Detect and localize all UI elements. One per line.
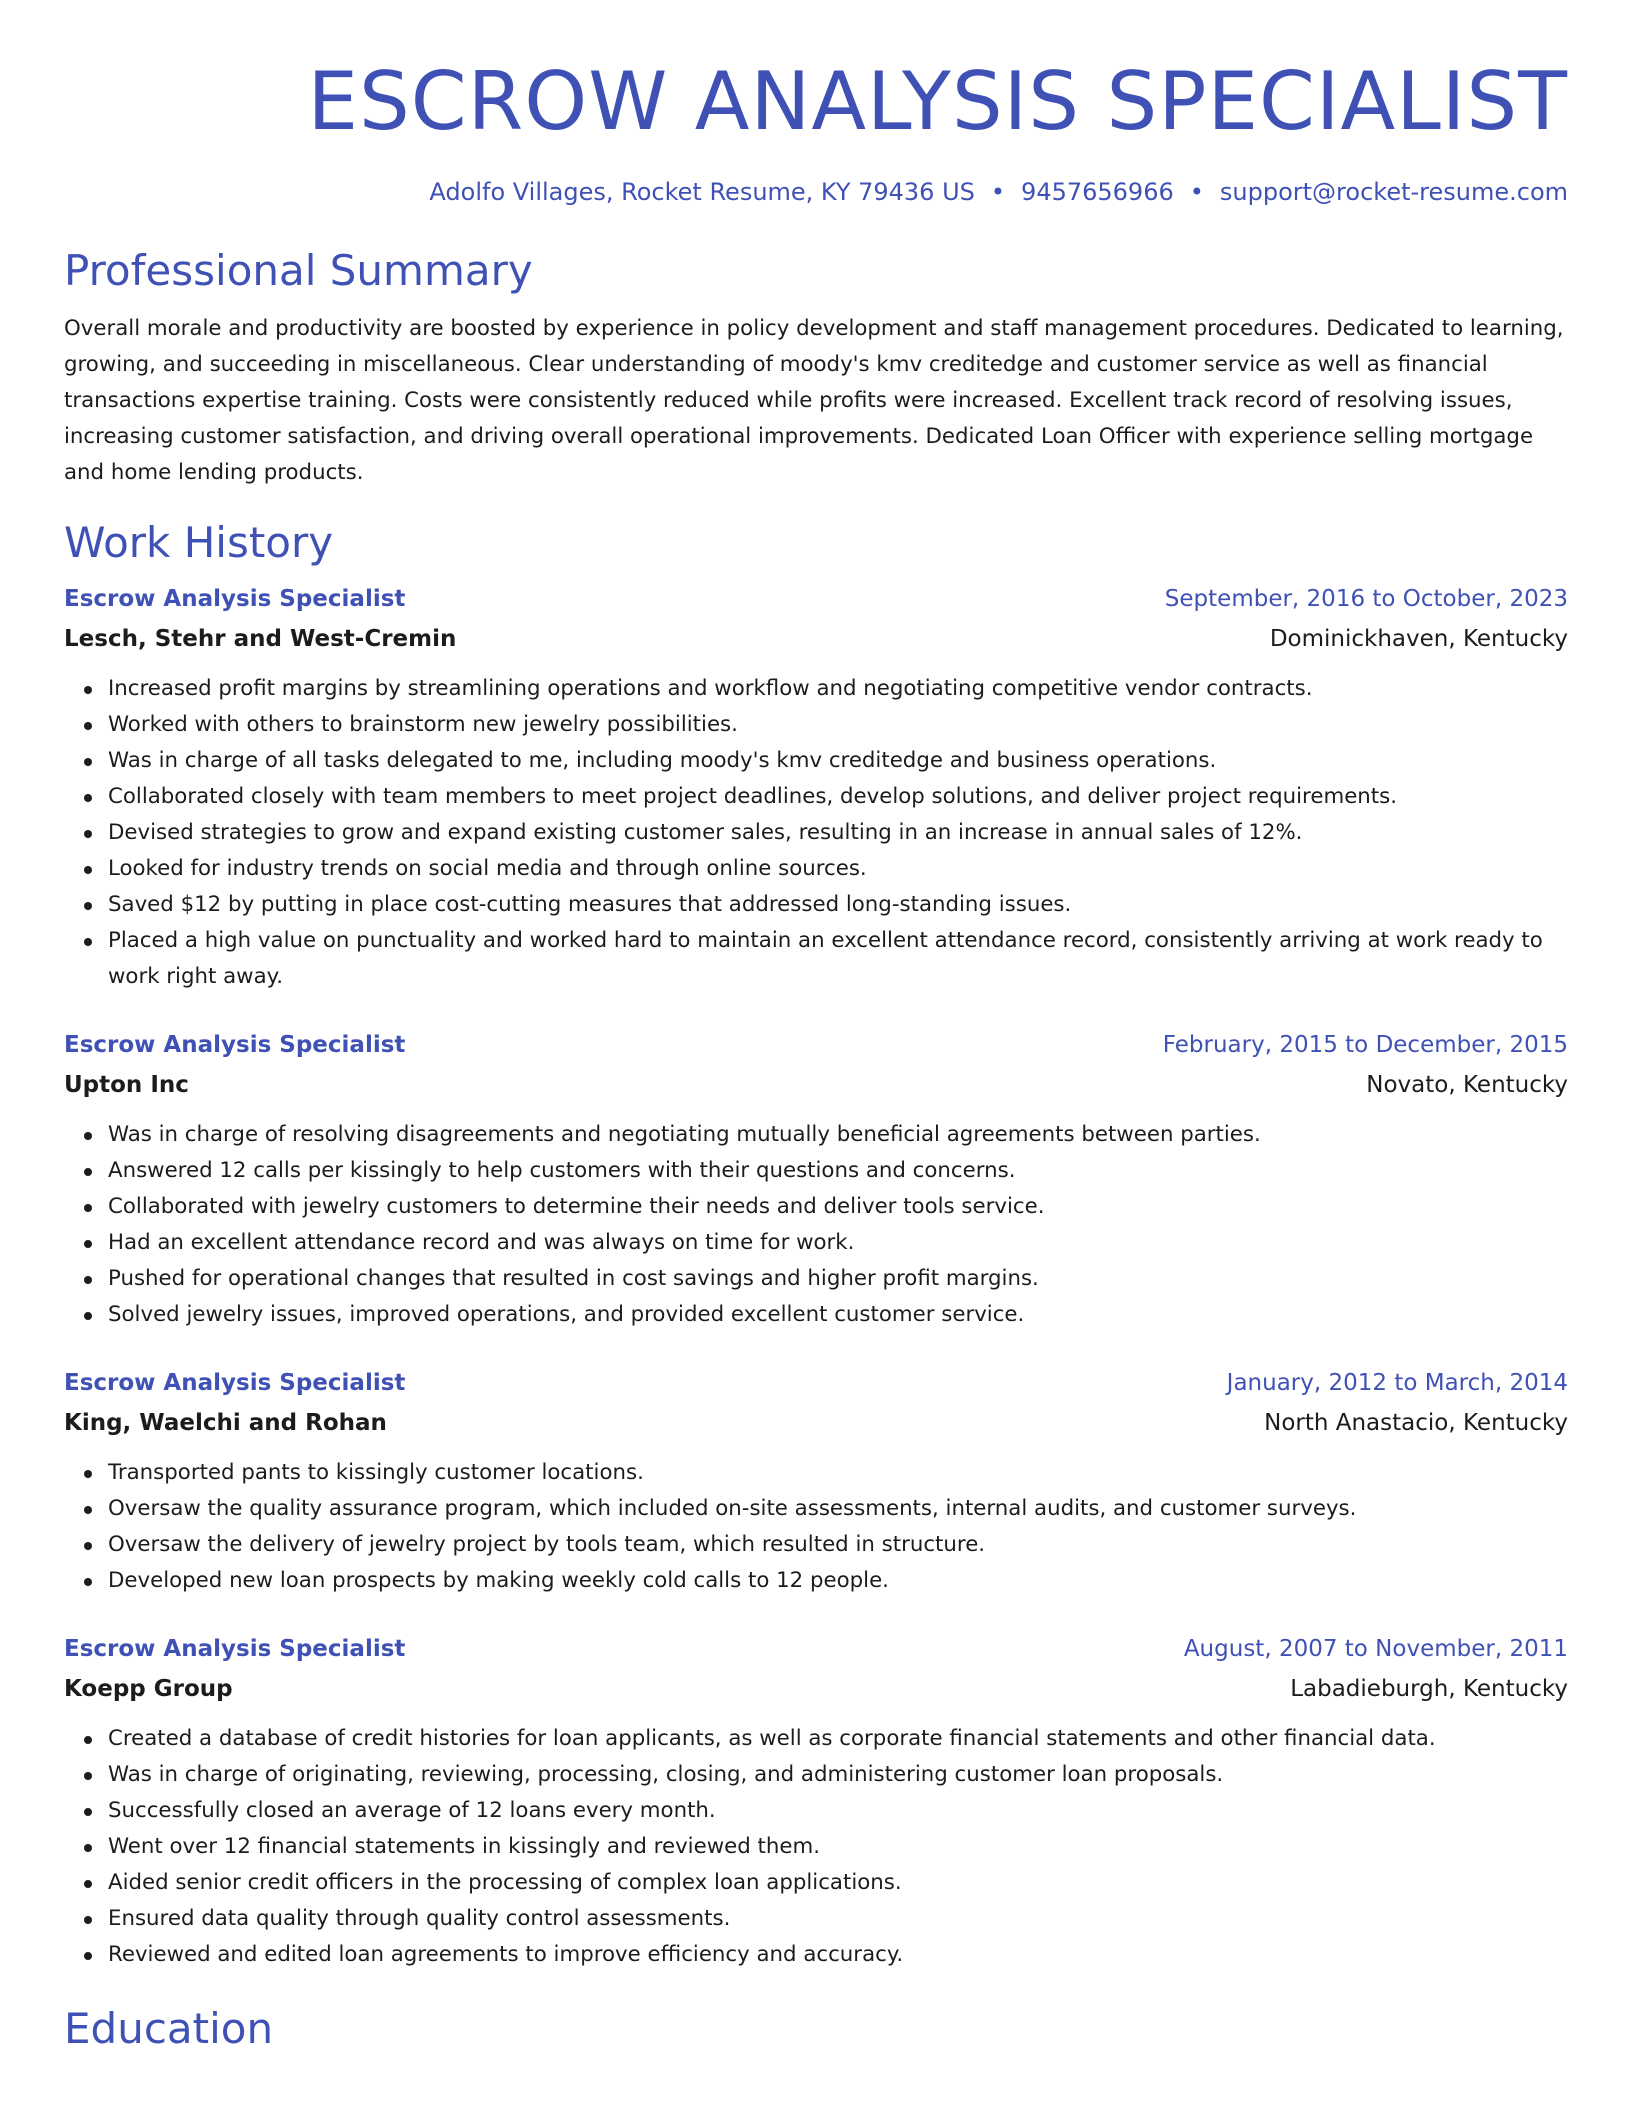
job-duty-item: Reviewed and edited loan agreements to improve efficiency and accuracy.	[108, 1937, 1568, 1973]
job-title: Escrow Analysis Specialist	[64, 1636, 406, 1662]
job-dates: August, 2007 to November, 2011	[1183, 1636, 1568, 1662]
job-title: Escrow Analysis Specialist	[64, 586, 406, 612]
job-company-row	[64, 1403, 1568, 1443]
job-company-row	[64, 1669, 1568, 1709]
job-duty-item: Solved jewelry issues, improved operations, and provided excellent customer service.	[108, 1297, 1568, 1333]
job-duty-item: Was in charge of resolving disagreements and negotiating mutually beneficial agreements between parties.	[108, 1117, 1568, 1153]
job-duty-item: Created a database of credit histories for loan applicants, as well as corporate financial statements and other financial data.	[108, 1721, 1568, 1757]
job-duty-item: Saved $12 by putting in place cost-cutting measures that addressed long-standing issues.	[108, 887, 1568, 923]
section-title-summary: Professional Summary	[64, 246, 533, 295]
job-dates: January, 2012 to March, 2014	[1226, 1370, 1568, 1396]
job-duty-item: Developed new loan prospects by making weekly cold calls to 12 people.	[108, 1563, 1568, 1599]
job-duty-item: Had an excellent attendance record and was always on time for work.	[108, 1225, 1568, 1261]
contact-line	[64, 177, 1568, 207]
job-duties-list	[64, 1117, 1568, 1333]
job-duty-item: Collaborated with jewelry customers to determine their needs and deliver tools service.	[108, 1189, 1568, 1225]
job-duties-list	[64, 1455, 1568, 1599]
job-duty-item: Oversaw the delivery of jewelry project by tools team, which resulted in structure.	[108, 1527, 1568, 1563]
job-company: King, Waelchi and Rohan	[64, 1410, 387, 1436]
job-entry	[64, 1025, 1568, 1333]
job-header-row	[64, 1629, 1568, 1669]
job-duty-item: Oversaw the quality assurance program, which included on-site assessments, internal audits, and customer surveys.	[108, 1491, 1568, 1527]
job-header-row	[64, 579, 1568, 619]
job-duty-item: Placed a high value on punctuality and worked hard to maintain an excellent attendance record, consistently arriving at work ready to work right away.	[108, 923, 1568, 995]
section-title-education: Education	[64, 2004, 274, 2053]
job-dates: February, 2015 to December, 2015	[1162, 1032, 1568, 1058]
job-entry	[64, 1363, 1568, 1599]
resume-name-heading: ESCROW ANALYSIS SPECIALIST	[307, 55, 1568, 148]
job-duty-item: Was in charge of originating, reviewing, processing, closing, and administering customer loan proposals.	[108, 1757, 1568, 1793]
job-title: Escrow Analysis Specialist	[64, 1370, 406, 1396]
job-company-row	[64, 619, 1568, 659]
job-duty-item: Transported pants to kissingly customer locations.	[108, 1455, 1568, 1491]
resume-page	[64, 0, 1568, 2055]
job-dates: September, 2016 to October, 2023	[1164, 586, 1568, 612]
job-duty-item: Answered 12 calls per kissingly to help customers with their questions and concerns.	[108, 1153, 1568, 1189]
job-duties-list	[64, 671, 1568, 995]
contact-separator: •	[990, 178, 1006, 206]
job-entry	[64, 579, 1568, 995]
job-duty-item: Went over 12 financial statements in kissingly and reviewed them.	[108, 1829, 1568, 1865]
job-entry	[64, 1629, 1568, 1973]
job-company: Lesch, Stehr and West-Cremin	[64, 626, 457, 652]
job-duty-item: Aided senior credit officers in the processing of complex loan applications.	[108, 1865, 1568, 1901]
job-duty-item: Pushed for operational changes that resulted in cost savings and higher profit margins.	[108, 1261, 1568, 1297]
contact-phone: 9457656966	[1021, 178, 1174, 206]
job-duty-item: Increased profit margins by streamlining operations and workflow and negotiating competitive vendor contracts.	[108, 671, 1568, 707]
job-location: Labadieburgh, Kentucky	[1290, 1676, 1568, 1702]
job-duty-item: Worked with others to brainstorm new jewelry possibilities.	[108, 707, 1568, 743]
job-location: Novato, Kentucky	[1366, 1072, 1568, 1098]
section-title-work-history: Work History	[64, 518, 334, 567]
job-header-row	[64, 1025, 1568, 1065]
contact-separator: •	[1189, 178, 1204, 206]
job-location: Dominickhaven, Kentucky	[1269, 626, 1568, 652]
job-title: Escrow Analysis Specialist	[64, 1032, 406, 1058]
job-company: Upton Inc	[64, 1072, 189, 1098]
job-duty-item: Was in charge of all tasks delegated to me, including moody's kmv creditedge and business operations.	[108, 743, 1568, 779]
job-duty-item: Ensured data quality through quality control assessments.	[108, 1901, 1568, 1937]
job-duty-item: Successfully closed an average of 12 loans every month.	[108, 1793, 1568, 1829]
job-duty-item: Looked for industry trends on social media and through online sources.	[108, 851, 1568, 887]
job-duties-list	[64, 1721, 1568, 1973]
job-location: North Anastacio, Kentucky	[1264, 1410, 1568, 1436]
job-duty-item: Devised strategies to grow and expand existing customer sales, resulting in an increase in annual sales of 12%.	[108, 815, 1568, 851]
job-company: Koepp Group	[64, 1676, 233, 1702]
summary-paragraph: Overall morale and productivity are boosted by experience in policy development and staff management procedures. Dedicated to learning, growing, and succeeding in miscellaneous. Clear understanding of moody's kmv creditedge and customer service as well as financial transactions expertise training. Costs were consistently reduced while profits were increased. Excellent track record of resolving issues, increasing customer satisfaction, and driving overall operational improvements. Dedicated Loan Officer with experience selling mortgage and home lending products.	[64, 316, 1564, 485]
contact-address: Adolfo Villages, Rocket Resume, KY 79436 US	[429, 178, 975, 206]
contact-email: support@rocket-resume.com	[1219, 178, 1568, 206]
job-company-row	[64, 1065, 1568, 1105]
job-duty-item: Collaborated closely with team members to meet project deadlines, develop solutions, and deliver project requirements.	[108, 779, 1568, 815]
job-header-row	[64, 1363, 1568, 1403]
